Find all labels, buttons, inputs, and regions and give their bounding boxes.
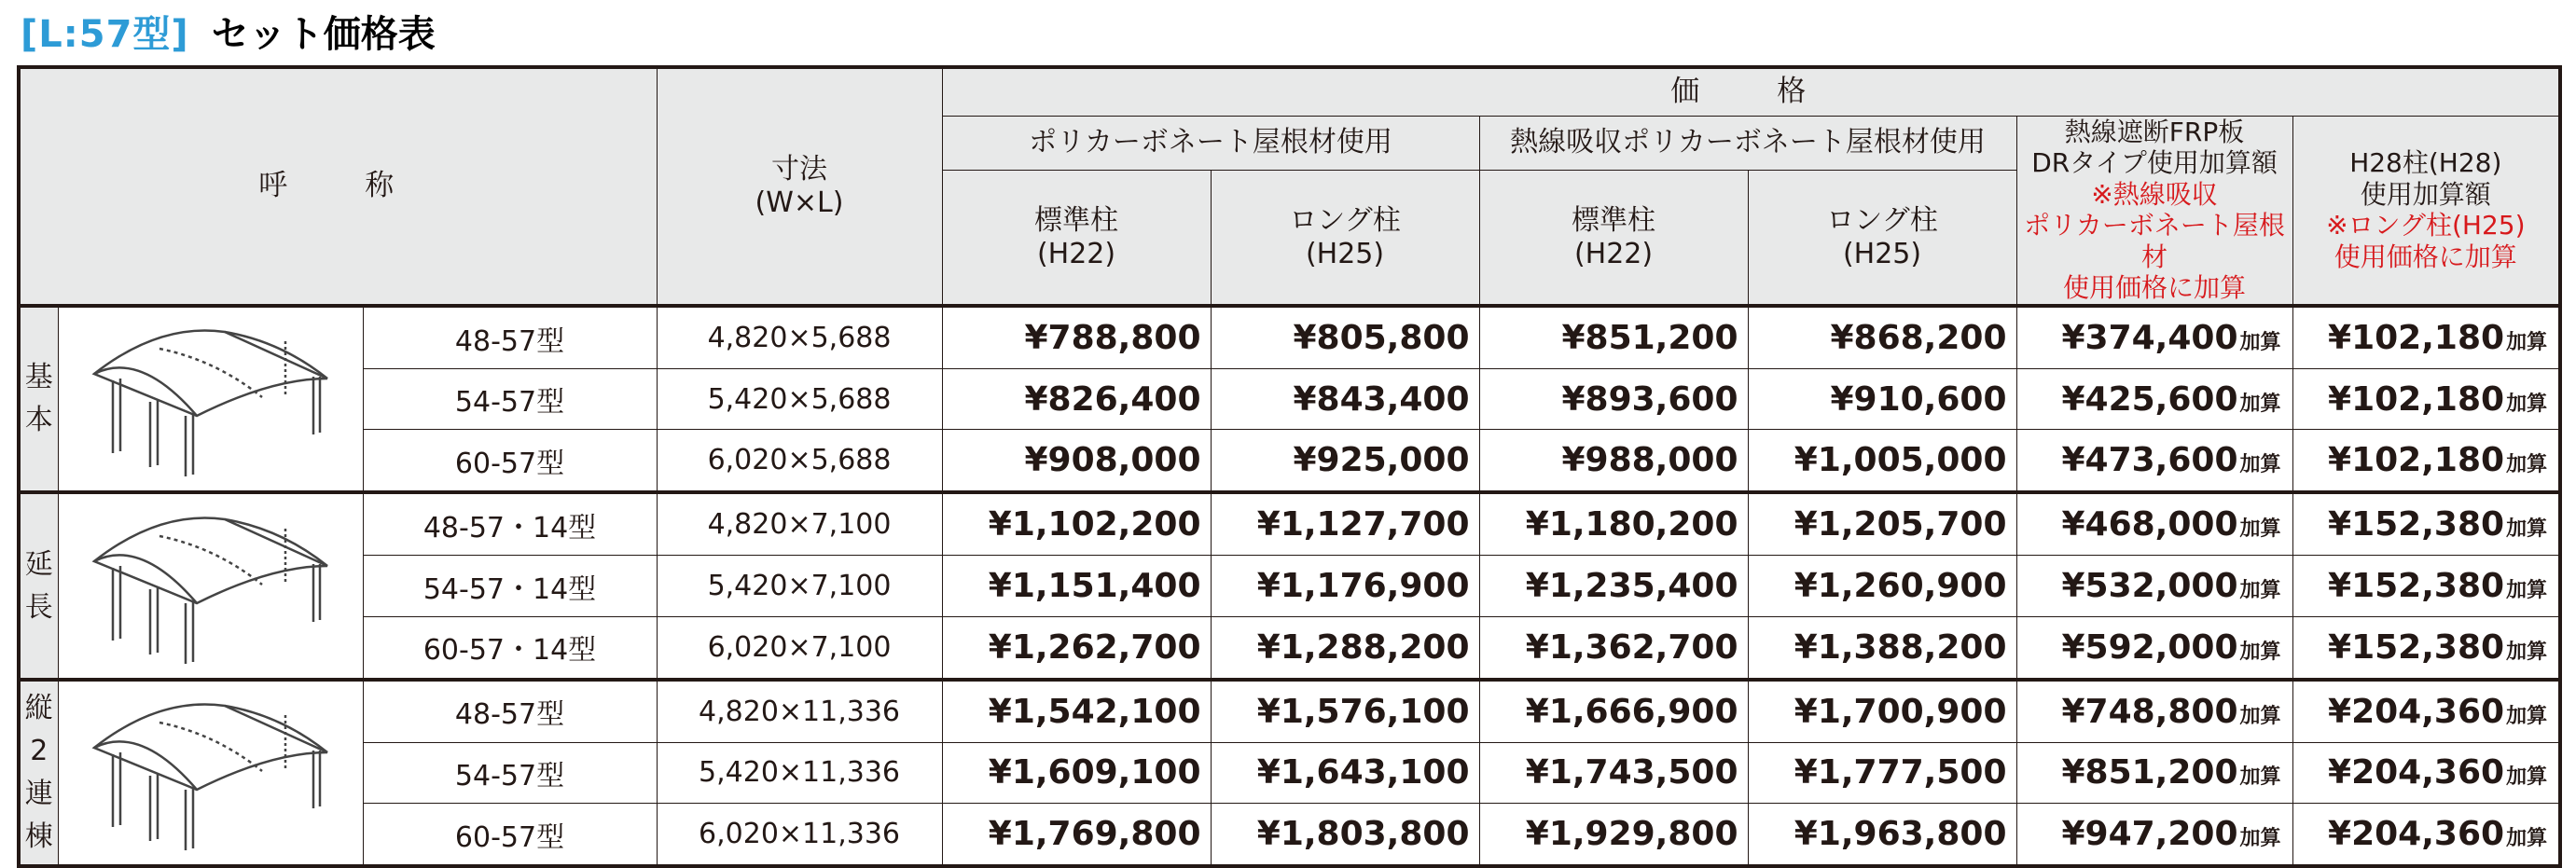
price-poly-long: ¥843,400 [1211, 369, 1479, 430]
price-heat-std: ¥1,180,200 [1479, 492, 1748, 555]
size-cell: 6,020×11,336 [657, 803, 942, 866]
frp-line1: 熱線遮断FRP板 [2064, 116, 2245, 147]
price-heat-std: ¥1,235,400 [1479, 556, 1748, 616]
add-suffix: 加算 [2506, 453, 2548, 477]
add-value: ¥473,600 [2061, 441, 2238, 480]
price-heat-long: ¥1,963,800 [1748, 803, 2016, 866]
size-cell: 4,820×5,688 [657, 306, 942, 368]
group-label-char: 本 [24, 404, 53, 437]
price-poly-long: ¥1,176,900 [1211, 556, 1479, 616]
h28-line2: 使用加算額 [2360, 178, 2491, 210]
add-suffix: 加算 [2506, 765, 2548, 790]
add-value: ¥152,380 [2328, 627, 2505, 667]
add-value: ¥425,600 [2061, 379, 2238, 419]
add-value: ¥204,360 [2328, 692, 2505, 731]
long-pillar-label: ロング柱 [1289, 203, 1401, 237]
h28-note2: 使用価格に加算 [2334, 241, 2517, 272]
price-poly-long: ¥805,800 [1211, 306, 1479, 368]
price-heat-std: ¥1,666,900 [1479, 680, 1748, 742]
price-heat-long: ¥1,005,000 [1748, 430, 2016, 493]
size-cell: 5,420×5,688 [657, 369, 942, 430]
price-heat-long: ¥1,777,500 [1748, 742, 2016, 803]
header-long-pillar-2 [1748, 171, 2016, 306]
model-cell: 48-57型 [363, 680, 657, 742]
header-std-pillar-2 [1479, 171, 1748, 306]
h28-line1: H28柱(H28) [2349, 147, 2502, 179]
price-poly-std: ¥908,000 [942, 430, 1211, 493]
frp-note3: 使用価格に加算 [2063, 272, 2247, 304]
price-poly-long: ¥1,576,100 [1211, 680, 1479, 742]
table-row [19, 306, 2560, 368]
add-suffix: 加算 [2506, 827, 2548, 851]
table-row [19, 430, 2560, 493]
frp-add-cell [2016, 492, 2292, 555]
add-value: ¥748,800 [2061, 692, 2238, 731]
size-cell: 4,820×7,100 [657, 492, 942, 555]
add-value: ¥102,180 [2328, 319, 2505, 358]
frp-add-cell [2016, 556, 2292, 616]
group-label-char: 連 [24, 777, 53, 810]
header-price: 価 格 [942, 67, 2560, 116]
size-cell: 6,020×7,100 [657, 616, 942, 680]
title-text: セット価格表 [211, 12, 436, 56]
add-value: ¥152,380 [2328, 567, 2505, 606]
group-label-extension [19, 492, 58, 679]
std-pillar-label: 標準柱 [1572, 203, 1656, 237]
add-value: ¥468,000 [2061, 505, 2238, 544]
add-value: ¥947,200 [2061, 815, 2238, 854]
price-heat-long: ¥1,700,900 [1748, 680, 2016, 742]
add-suffix: 加算 [2239, 331, 2281, 355]
frp-note1: ※熱線吸収 [2091, 178, 2218, 210]
price-heat-long: ¥910,600 [1748, 369, 2016, 430]
add-suffix: 加算 [2239, 392, 2281, 416]
frp-add-cell [2016, 742, 2292, 803]
table-row [19, 680, 2560, 742]
frp-add-cell [2016, 803, 2292, 866]
price-poly-std: ¥826,400 [942, 369, 1211, 430]
size-cell: 5,420×11,336 [657, 742, 942, 803]
frp-add-cell [2016, 616, 2292, 680]
h28-add-cell [2292, 803, 2560, 866]
price-table [17, 65, 2562, 868]
add-suffix: 加算 [2239, 827, 2281, 851]
model-cell: 60-57型 [363, 803, 657, 866]
price-poly-std: ¥1,542,100 [942, 680, 1211, 742]
price-heat-std: ¥1,743,500 [1479, 742, 1748, 803]
long-pillar-code: (H25) [1842, 237, 1922, 270]
price-poly-std: ¥1,262,700 [942, 616, 1211, 680]
page-title [21, 2, 436, 60]
frp-add-cell [2016, 430, 2292, 493]
size-cell: 4,820×11,336 [657, 680, 942, 742]
model-cell: 60-57・14型 [363, 616, 657, 680]
carport-diagram-icon [76, 501, 346, 668]
add-value: ¥592,000 [2061, 627, 2238, 667]
frp-add-cell [2016, 306, 2292, 368]
price-poly-std: ¥1,102,200 [942, 492, 1211, 555]
h28-add-cell [2292, 616, 2560, 680]
header-size-line1: 寸法 [771, 153, 828, 186]
add-suffix: 加算 [2239, 517, 2281, 542]
add-value: ¥102,180 [2328, 379, 2505, 419]
add-suffix: 加算 [2239, 453, 2281, 477]
model-cell: 60-57型 [363, 430, 657, 493]
model-cell: 54-57・14型 [363, 556, 657, 616]
model-cell: 54-57型 [363, 369, 657, 430]
add-suffix: 加算 [2506, 704, 2548, 728]
std-pillar-label: 標準柱 [1034, 203, 1119, 237]
group-label-char: 縦 [24, 691, 53, 724]
group-label-char: 基 [24, 361, 53, 394]
carport-diagram [58, 492, 363, 679]
table-row [19, 803, 2560, 866]
price-poly-long: ¥1,803,800 [1211, 803, 1479, 866]
header-frp [2016, 116, 2292, 306]
header-long-pillar-1 [1211, 171, 1479, 306]
price-heat-std: ¥893,600 [1479, 369, 1748, 430]
price-heat-long: ¥1,388,200 [1748, 616, 2016, 680]
price-heat-std: ¥1,929,800 [1479, 803, 1748, 866]
table-row [19, 556, 2560, 616]
std-pillar-code: (H22) [1573, 237, 1654, 270]
model-cell: 48-57・14型 [363, 492, 657, 555]
carport-diagram-icon [76, 687, 346, 855]
add-value: ¥152,380 [2328, 505, 2505, 544]
table-row [19, 369, 2560, 430]
header-size-line2: (W×L) [755, 186, 844, 220]
add-value: ¥102,180 [2328, 441, 2505, 480]
table-row [19, 616, 2560, 680]
carport-diagram-icon [76, 313, 346, 481]
price-poly-std: ¥1,151,400 [942, 556, 1211, 616]
header-poly: ポリカーボネート屋根材使用 [942, 116, 1479, 171]
price-poly-long: ¥925,000 [1211, 430, 1479, 493]
long-pillar-label: ロング柱 [1826, 203, 1938, 237]
h28-add-cell [2292, 680, 2560, 742]
size-cell: 5,420×7,100 [657, 556, 942, 616]
header-size [657, 67, 942, 306]
model-cell: 54-57型 [363, 742, 657, 803]
long-pillar-code: (H25) [1305, 237, 1385, 270]
h28-add-cell [2292, 492, 2560, 555]
add-value: ¥204,360 [2328, 815, 2505, 854]
group-label-char: 延 [24, 547, 53, 581]
price-poly-long: ¥1,643,100 [1211, 742, 1479, 803]
frp-line2: DRタイプ使用加算額 [2031, 147, 2278, 179]
price-heat-std: ¥851,200 [1479, 306, 1748, 368]
add-value: ¥374,400 [2061, 319, 2238, 358]
price-poly-long: ¥1,127,700 [1211, 492, 1479, 555]
frp-add-cell [2016, 680, 2292, 742]
price-heat-long: ¥868,200 [1748, 306, 2016, 368]
add-suffix: 加算 [2239, 704, 2281, 728]
h28-add-cell [2292, 742, 2560, 803]
header-h28 [2292, 116, 2560, 306]
frp-add-cell [2016, 369, 2292, 430]
price-poly-std: ¥1,769,800 [942, 803, 1211, 866]
add-suffix: 加算 [2506, 331, 2548, 355]
h28-add-cell [2292, 556, 2560, 616]
add-suffix: 加算 [2506, 640, 2548, 664]
h28-note1: ※ロング柱(H25) [2326, 210, 2526, 241]
table-row [19, 492, 2560, 555]
carport-diagram [58, 680, 363, 866]
price-poly-std: ¥788,800 [942, 306, 1211, 368]
title-code: [L:57型] [21, 12, 189, 56]
table-row [19, 742, 2560, 803]
std-pillar-code: (H22) [1036, 237, 1116, 270]
group-label-basic [19, 306, 58, 492]
group-label-char: 2 [30, 734, 48, 767]
model-cell: 48-57型 [363, 306, 657, 368]
header-heat-poly: 熱線吸収ポリカーボネート屋根材使用 [1479, 116, 2016, 171]
header-std-pillar-1 [942, 171, 1211, 306]
add-suffix: 加算 [2506, 517, 2548, 542]
price-heat-std: ¥988,000 [1479, 430, 1748, 493]
size-cell: 6,020×5,688 [657, 430, 942, 493]
h28-add-cell [2292, 306, 2560, 368]
price-heat-long: ¥1,205,700 [1748, 492, 2016, 555]
add-suffix: 加算 [2239, 640, 2281, 664]
frp-note2: ポリカーボネート屋根材 [2024, 210, 2285, 272]
group-label-char: 長 [24, 590, 53, 624]
add-suffix: 加算 [2239, 765, 2281, 790]
price-heat-std: ¥1,362,700 [1479, 616, 1748, 680]
h28-add-cell [2292, 430, 2560, 493]
add-suffix: 加算 [2506, 579, 2548, 603]
add-suffix: 加算 [2239, 579, 2281, 603]
header-name: 呼 称 [19, 67, 657, 306]
add-value: ¥851,200 [2061, 753, 2238, 792]
price-poly-std: ¥1,609,100 [942, 742, 1211, 803]
add-suffix: 加算 [2506, 392, 2548, 416]
h28-add-cell [2292, 369, 2560, 430]
price-heat-long: ¥1,260,900 [1748, 556, 2016, 616]
add-value: ¥532,000 [2061, 567, 2238, 606]
carport-diagram [58, 306, 363, 492]
add-value: ¥204,360 [2328, 753, 2505, 792]
price-poly-long: ¥1,288,200 [1211, 616, 1479, 680]
group-label-char: 棟 [24, 820, 53, 853]
group-label-double [19, 680, 58, 866]
